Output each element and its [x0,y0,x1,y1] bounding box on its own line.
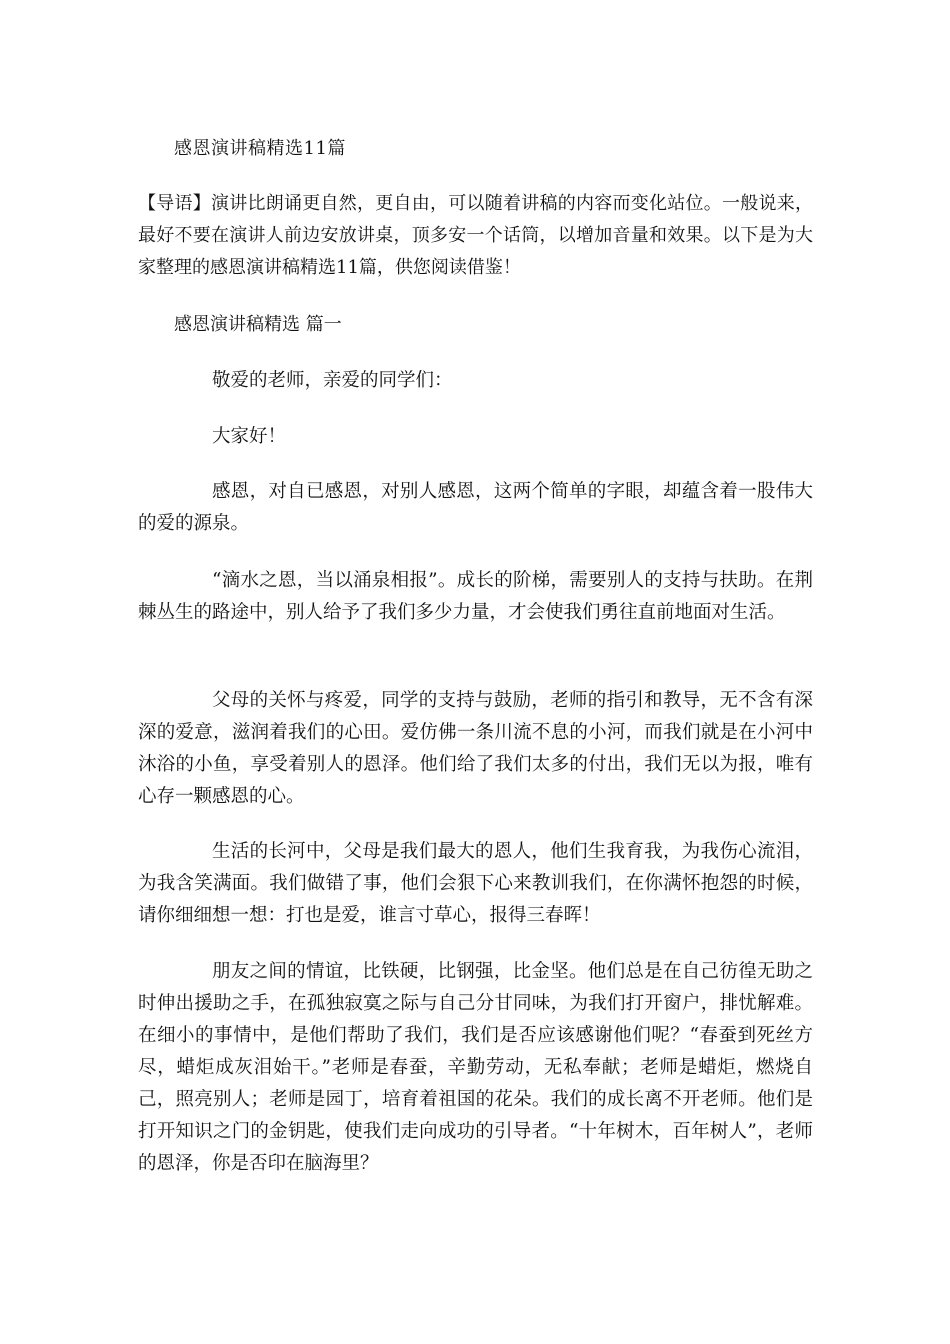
paragraph-2: “滴水之恩，当以涌泉相报”。成长的阶梯，需要别人的支持与扶助。在荆棘丛生的路途中，别人给予了我们多少力量，才会使我们勇往直前地面对生活。 [138,570,813,623]
greeting-line: 敬爱的老师，亲爱的同学们： [212,370,453,391]
paragraph-5: 朋友之间的情谊，比铁硬，比钢强，比金坚。他们总是在自己彷徨无助之时伸出援助之手，在孤独寂寞之际与自己分甘同味，为我们打开窗户，排忧解难。在细小的事情中，是他们帮助了我们，我们是否应该感谢他们呢？“春蚕到死丝方尽，蜡炬成灰泪始干。”老师是春蚕，辛勤劳动，无私奉献；老师是蜡炬，燃烧自己，照亮别人；老师是园丁，培育着祖国的花朵。我们的成长离不开老师。他们是打开知识之门的金钥匙，使我们走向成功的引导者。“十年树木，百年树人”，老师的恩泽，你是否印在脑海里？ [138,961,813,1174]
document-title: 感恩演讲稿精选11篇 [174,138,346,159]
paragraph-4: 生活的长河中，父母是我们最大的恩人，他们生我育我，为我伤心流泪，为我含笑满面。我们做错了事，他们会狠下心来教训我们，在你满怀抱怨的时候，请你细细想一想：打也是爱，谁言寸草心，报得三春晖！ [138,841,813,926]
paragraph-3: 父母的关怀与疼爱，同学的支持与鼓励，老师的指引和教导，无不含有深深的爱意，滋润着我们的心田。爱仿佛一条川流不息的小河，而我们就是在小河中沐浴的小鱼，享受着别人的恩泽。他们给了我们太多的付出，我们无以为报，唯有心存一颗感恩的心。 [138,690,813,807]
section-title: 感恩演讲稿精选 篇一 [174,314,342,335]
intro-paragraph: 【导语】演讲比朗诵更自然，更自由，可以随着讲稿的内容而变化站位。一般说来，最好不要在演讲人前边安放讲桌，顶多安一个话筒，以增加音量和效果。以下是为大家整理的感恩演讲稿精选11篇，供您阅读借鉴！ [138,193,813,278]
paragraph-1: 感恩，对自已感恩，对别人感恩，这两个简单的字眼，却蕴含着一股伟大的爱的源泉。 [138,481,813,534]
hello-line: 大家好！ [212,426,287,447]
